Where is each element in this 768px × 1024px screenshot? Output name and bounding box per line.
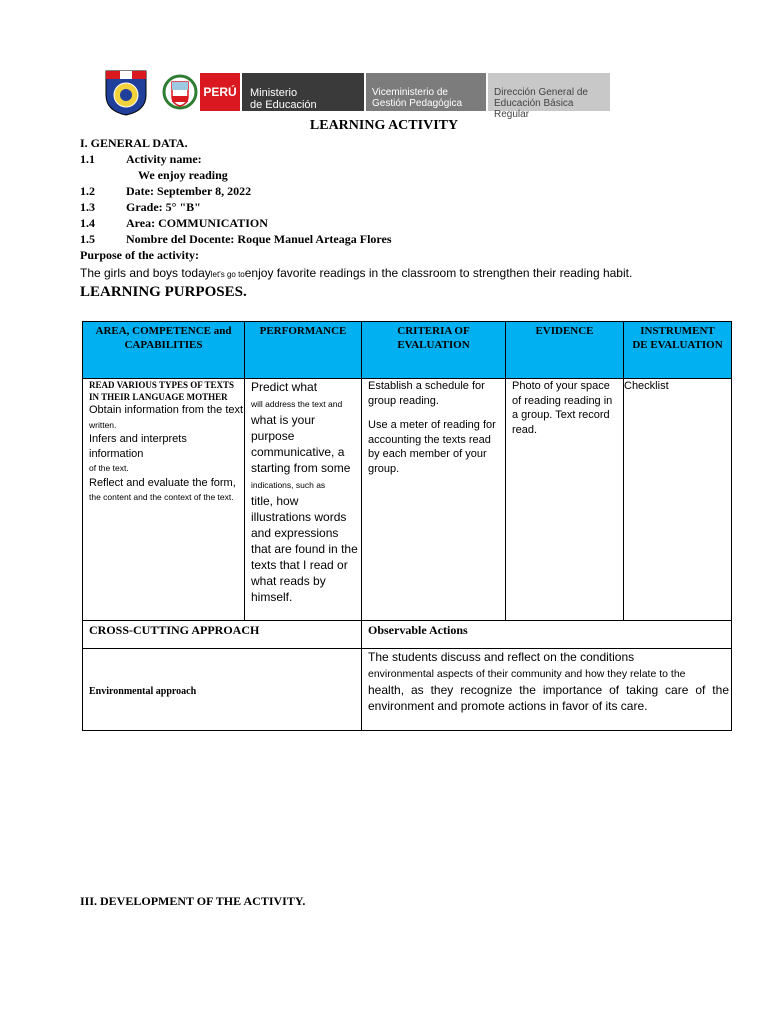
- capability-sub: of the text.: [89, 463, 129, 473]
- school-seal-logo: [100, 67, 156, 111]
- actions-cell: [362, 649, 732, 731]
- approach-name: Environmental approach: [89, 685, 197, 697]
- performance-part3: what is your purpose communicative, a starting from some: [251, 413, 351, 475]
- purpose-text-b: let's go to: [210, 270, 245, 279]
- ministerio-line2: de Educación: [250, 99, 317, 111]
- purpose-label: Purpose of the activity:: [80, 248, 199, 262]
- grade-field: Grade: 5° "B": [126, 200, 201, 214]
- teacher-name-field: Nombre del Docente: Roque Manuel Arteaga Flores: [126, 232, 392, 246]
- item-number: 1.4: [80, 216, 95, 230]
- peru-coat-of-arms-icon: [162, 72, 198, 112]
- competence-title: READ VARIOUS TYPES OF TEXTS IN THEIR LANGUAGE MOTHER: [89, 380, 235, 402]
- header-criteria: CRITERIA OF EVALUATION: [362, 322, 506, 379]
- ministerio-line1: Ministerio: [250, 87, 298, 99]
- cross-cutting-label: CROSS-CUTTING APPROACH: [89, 623, 260, 637]
- activity-name-value: We enjoy reading: [138, 168, 228, 182]
- header-area-competence: AREA, COMPETENCE and CAPABILITIES: [83, 322, 245, 379]
- viceministerio-line2: Gestión Pedagógica: [372, 98, 463, 109]
- performance-text: [251, 379, 359, 605]
- direccion-line1: Dirección General de: [494, 87, 588, 98]
- capability-main: Reflect and evaluate the form,: [89, 476, 236, 489]
- purpose-text: [80, 266, 632, 280]
- header-instrument: INSTRUMENT DE EVALUATION: [624, 322, 732, 379]
- capability-sub: written.: [89, 419, 117, 430]
- page-title: LEARNING ACTIVITY: [309, 118, 459, 133]
- capability-item: [89, 403, 244, 432]
- cross-cutting-header-row: [83, 621, 732, 649]
- table-row: [83, 379, 732, 621]
- learning-purposes-table: [82, 321, 732, 731]
- performance-part1: Predict what: [251, 380, 318, 394]
- performance-part5: title, how illustrations words and expressions that are found in the texts that I read or what reads by himself.: [251, 494, 358, 604]
- general-data-heading: I. GENERAL DATA.: [80, 136, 188, 150]
- actions-part-c: health, as they recognize the importance of taking care of the environment and promote actions in favor of its care.: [368, 683, 729, 713]
- performance-cell: [245, 379, 362, 621]
- direccion-line2: Educación Básica Regular: [494, 98, 574, 120]
- performance-part2: will address the text and: [251, 399, 343, 409]
- section-development-heading: III. DEVELOPMENT OF THE ACTIVITY.: [80, 894, 306, 908]
- evidence-cell: [506, 379, 624, 621]
- activity-name-label: Activity name:: [126, 152, 202, 166]
- capability-item: [89, 476, 244, 505]
- cross-cutting-label-cell: [83, 621, 362, 649]
- area-field: Area: COMMUNICATION: [126, 216, 268, 230]
- item-number: 1.3: [80, 200, 95, 214]
- actions-part-b: environmental aspects of their community and how they relate to the: [368, 668, 686, 680]
- header-evidence: EVIDENCE: [506, 322, 624, 379]
- evidence-text: Photo of your space of reading reading in a group. Text record read.: [512, 380, 613, 436]
- date-field: Date: September 8, 2022: [126, 184, 252, 198]
- item-number: 1.1: [80, 152, 95, 166]
- ministerio-block: [242, 73, 364, 111]
- approach-cell: [83, 649, 362, 731]
- instrument-cell: [624, 379, 732, 621]
- item-number: 1.5: [80, 232, 95, 246]
- capability-sub: the content and the context of the text.: [89, 492, 234, 502]
- header-performance: PERFORMANCE: [245, 322, 362, 379]
- performance-part4: indications, such as: [251, 480, 326, 490]
- table-header-row: [83, 322, 732, 379]
- instrument-text: Checklist: [624, 380, 669, 392]
- observable-actions-label-cell: [362, 621, 732, 649]
- competence-cell: [83, 379, 245, 621]
- purpose-text-c: enjoy favorite readings in the classroom to strengthen their reading habit.: [244, 266, 633, 280]
- viceministerio-block: [366, 73, 486, 111]
- table-row: [83, 649, 732, 731]
- viceministerio-line1: Viceministerio de: [372, 87, 448, 98]
- peru-label: PERÚ: [200, 73, 240, 111]
- criteria-item: Establish a schedule for group reading.: [368, 380, 485, 407]
- item-number: 1.2: [80, 184, 95, 198]
- criteria-cell: [362, 379, 506, 621]
- capability-item: [89, 432, 244, 476]
- direccion-block: [488, 73, 610, 120]
- actions-part-a: The students discuss and reflect on the conditions: [368, 650, 635, 664]
- capability-main: Obtain information from the text: [89, 404, 244, 416]
- learning-purposes-heading: LEARNING PURPOSES.: [80, 284, 247, 300]
- capability-main: Infers and interprets information: [89, 433, 187, 460]
- actions-text: [368, 649, 729, 714]
- purpose-text-a: The girls and boys today: [80, 266, 211, 280]
- observable-actions-label: Observable Actions: [368, 623, 468, 637]
- criteria-item: Use a meter of reading for accounting the texts read by each member of your group.: [368, 419, 496, 475]
